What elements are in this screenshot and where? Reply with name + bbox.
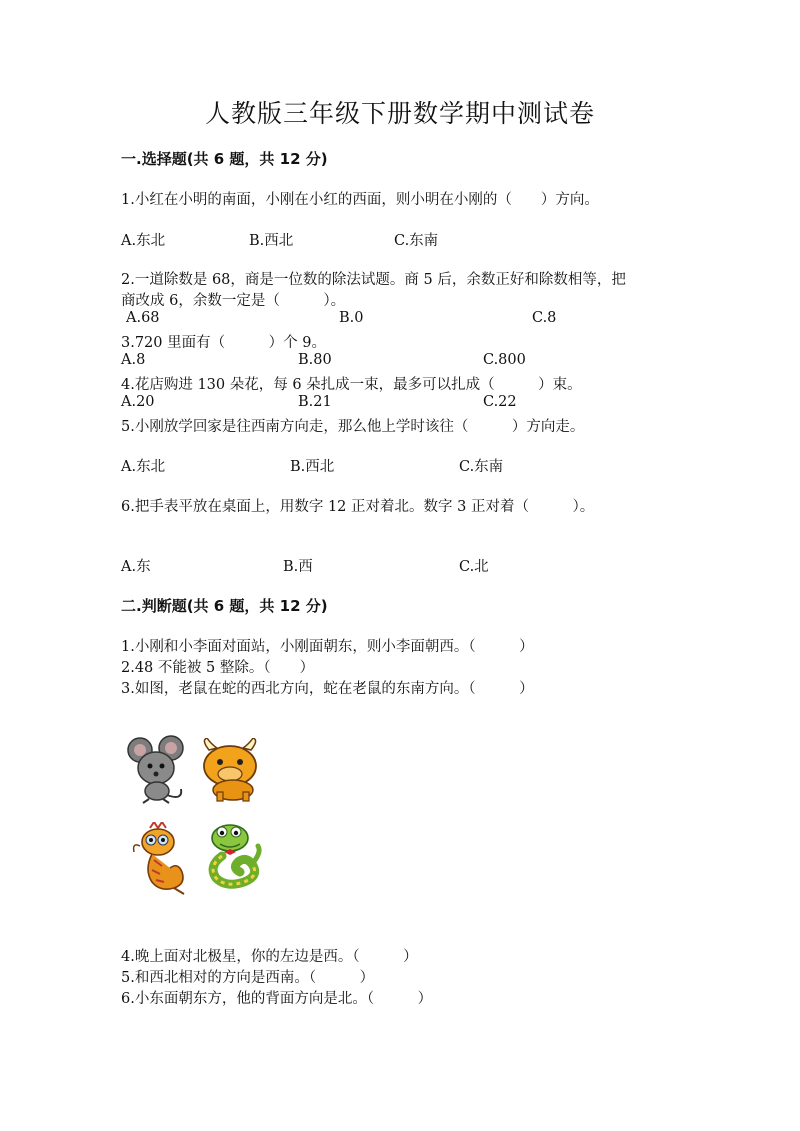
- q3-option-c: C.800: [483, 352, 526, 368]
- q1-option-c: C.东南: [394, 233, 439, 249]
- q4-option-a: A.20: [121, 394, 155, 410]
- judge-question-3: 3.如图，老鼠在蛇的西北方向，蛇在老鼠的东南方向。（ ）: [121, 681, 534, 697]
- q1-option-b: B.西北: [249, 233, 294, 249]
- q2-option-c: C.8: [532, 310, 557, 326]
- page-title: 人教版三年级下册数学期中测试卷: [204, 99, 595, 128]
- question-2-line1: 2.一道除数是 68，商是一位数的除法试题。商 5 后，余数正好和除数相等，把: [121, 272, 626, 288]
- question-3: 3.720 里面有（ ）个 9。: [121, 335, 326, 351]
- q1-option-a: A.东北: [121, 233, 166, 249]
- q6-option-a: A.东: [121, 559, 151, 575]
- q5-option-a: A.东北: [121, 459, 166, 475]
- question-4: 4.花店购进 130 朵花，每 6 朵扎成一束，最多可以扎成（ ）束。: [121, 377, 582, 393]
- ox-icon: [195, 738, 265, 802]
- q2-option-a: A.68: [126, 310, 160, 326]
- section-heading-judgement: 二.判断题(共 6 题，共 12 分): [121, 597, 328, 615]
- q3-option-b: B.80: [298, 352, 332, 368]
- question-6: 6.把手表平放在桌面上，用数字 12 正对着北。数字 3 正对着（ ）。: [121, 499, 595, 515]
- judge-question-6: 6.小东面朝东方，他的背面方向是北。（ ）: [121, 991, 433, 1007]
- judge-question-4: 4.晚上面对北极星，你的左边是西。（ ）: [121, 949, 418, 965]
- judge-question-1: 1.小刚和小李面对面站，小刚面朝东，则小李面朝西。（ ）: [121, 639, 534, 655]
- judge-question-2: 2.48 不能被 5 整除。（ ）: [121, 660, 315, 676]
- q5-option-c: C.东南: [459, 459, 504, 475]
- q2-option-b: B.0: [339, 310, 364, 326]
- dragon-icon: [130, 822, 192, 896]
- q4-option-b: B.21: [298, 394, 332, 410]
- q6-option-c: C.北: [459, 559, 489, 575]
- question-2-line2: 商改成 6，余数一定是（ ）。: [121, 293, 346, 309]
- q4-option-c: C.22: [483, 394, 517, 410]
- question-1: 1.小红在小明的南面，小刚在小红的西面，则小明在小刚的（ ）方向。: [121, 192, 599, 208]
- q5-option-b: B.西北: [290, 459, 335, 475]
- q3-option-a: A.8: [121, 352, 146, 368]
- q6-option-b: B.西: [283, 559, 313, 575]
- question-5: 5.小刚放学回家是往西南方向走，那么他上学时该往（ ）方向走。: [121, 419, 585, 435]
- judge-question-5: 5.和西北相对的方向是西南。（ ）: [121, 970, 375, 986]
- mouse-icon: [125, 735, 191, 805]
- snake-icon: [202, 822, 268, 890]
- section-heading-choice: 一.选择题(共 6 题，共 12 分): [121, 150, 328, 168]
